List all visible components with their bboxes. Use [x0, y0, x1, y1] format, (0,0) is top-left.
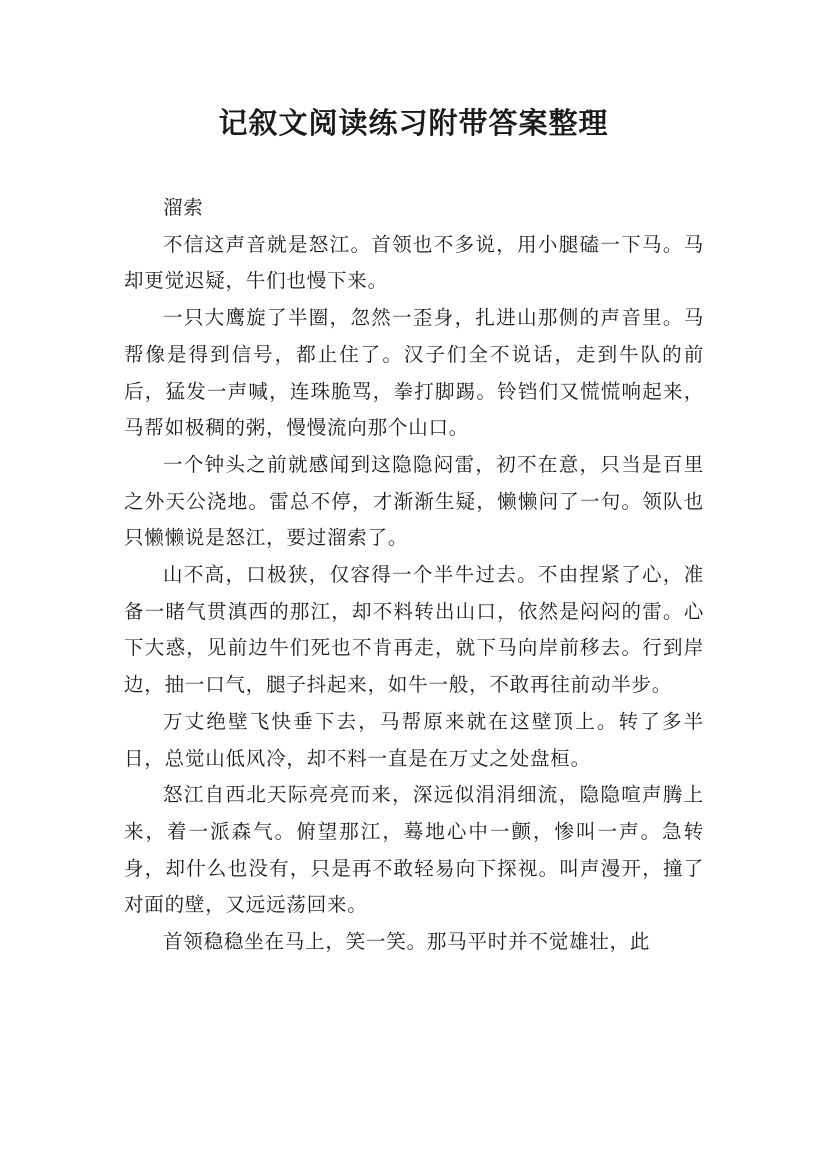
document-title: 记叙文阅读练习附带答案整理: [218, 106, 609, 140]
paragraph: 怒江自西北天际亮亮而来，深远似涓涓细流，隐隐喧声腾上来，着一派森气。俯望那江，蓦地心中一颤，惨叫一声。急转身，却什么也没有，只是再不敢轻易向下探视。叫声漫开，撞了对面的壁，又远远荡回来。: [124, 783, 704, 917]
paragraph: 不信这声音就是怒江。首领也不多说，用小腿磕一下马。马却更觉迟疑，牛们也慢下来。: [124, 232, 704, 293]
document-body: [124, 190, 704, 961]
paragraph: 首领稳稳坐在马上，笑一笑。那马平时并不觉雄壮，此: [163, 930, 651, 954]
paragraph: 万丈绝壁飞快垂下去，马帮原来就在这壁顶上。转了多半日，总觉山低风冷，却不料一直是在万丈之处盘桓。: [124, 709, 704, 770]
paragraph: 山不高，口极狭，仅容得一个半牛过去。不由捏紧了心，准备一睹气贯滇西的那江，却不料转出山口，依然是闷闷的雷。心下大惑，见前边牛们死也不肯再走，就下马向岸前移去。行到岸边，抽一口气，腿子抖起来，如牛一般，不敢再往前动半步。: [124, 563, 704, 697]
paragraph: 一只大鹰旋了半圈，忽然一歪身，扎进山那侧的声音里。马帮像是得到信号，都止住了。汉子们全不说话，走到牛队的前后，猛发一声喊，连珠脆骂，拳打脚踢。铃铛们又慌慌响起来，马帮如极稠的粥，慢慢流向那个山口。: [124, 306, 704, 440]
paragraph: 一个钟头之前就感闻到这隐隐闷雷，初不在意，只当是百里之外天公浇地。雷总不停，才渐渐生疑，懒懒问了一句。领队也只懒懒说是怒江，要过溜索了。: [124, 452, 704, 550]
section-heading: 溜索: [163, 196, 204, 219]
